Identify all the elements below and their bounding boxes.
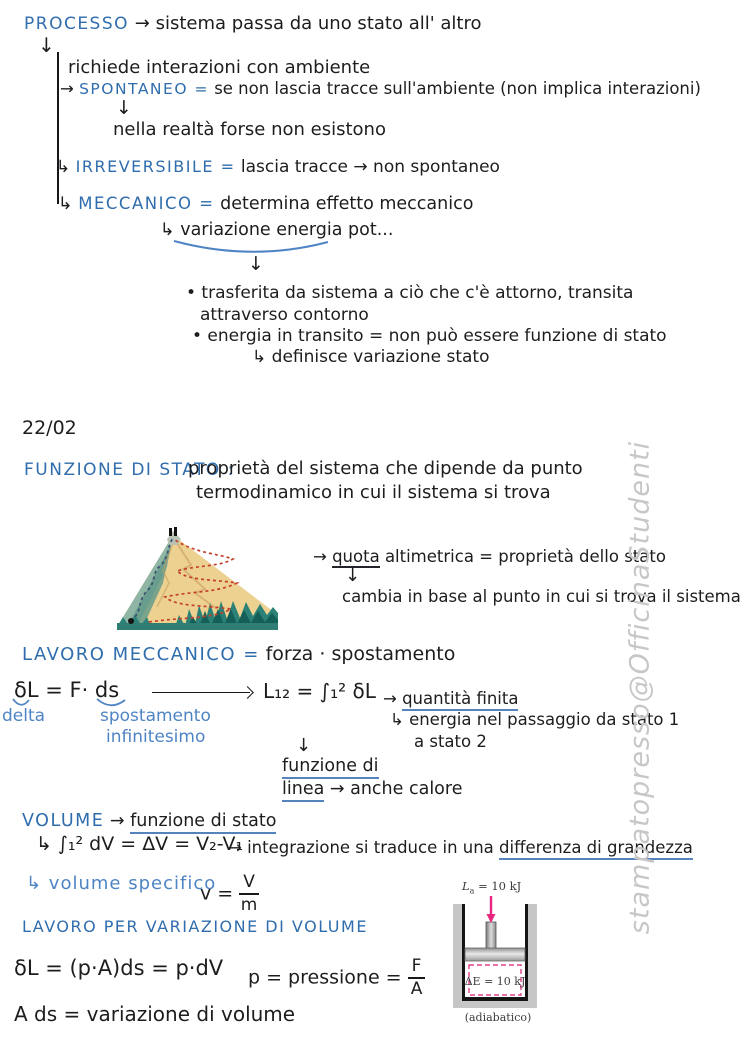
meccanico-title: MECCANICO = bbox=[78, 194, 215, 213]
processo-line bbox=[24, 14, 482, 35]
quantita-text: quantità finita bbox=[402, 689, 518, 711]
p-fraction bbox=[408, 958, 426, 998]
irreversibile-title: IRREVERSIBILE = bbox=[75, 157, 236, 176]
infinitesimo-label: infinitesimo bbox=[106, 727, 206, 747]
bullet-line: attraverso contorno bbox=[200, 305, 369, 325]
funzione-di-line bbox=[282, 756, 379, 776]
right-arrow-icon: → bbox=[383, 689, 397, 708]
nella-line: nella realtà forse non esistono bbox=[113, 119, 386, 140]
processo-title: PROCESSO bbox=[24, 14, 130, 34]
long-arrow-icon bbox=[152, 692, 250, 693]
cambia-line: cambia in base al punto in cui si trova il sistema bbox=[342, 587, 741, 606]
bracket-line bbox=[57, 52, 59, 204]
dl-pa-formula: δL = (p·A)ds = p·dV bbox=[14, 956, 224, 980]
irreversibile-line bbox=[56, 158, 500, 178]
spontaneo-title: SPONTANEO = bbox=[79, 80, 209, 98]
funzione-stato-heading: FUNZIONE DI STATO : bbox=[24, 460, 235, 480]
lavoro-variazione-title: LAVORO PER VARIAZIONE DI VOLUME bbox=[22, 917, 368, 936]
linea-line bbox=[282, 779, 462, 799]
integrazione-pre: → integrazione si traduce in una bbox=[228, 838, 500, 857]
right-arrow-icon: → bbox=[313, 547, 327, 566]
work-subscript: a bbox=[469, 886, 475, 896]
energia-line1: ↳ energia nel passaggio da stato 1 bbox=[390, 710, 680, 729]
piston-cylinder-diagram bbox=[442, 896, 592, 1018]
spontaneo-line bbox=[60, 80, 701, 99]
piston-work-label bbox=[462, 880, 521, 895]
energia-line2: a stato 2 bbox=[414, 732, 487, 751]
spontaneo-text: se non lascia tracce sull'ambiente (non implica interazioni) bbox=[214, 79, 701, 98]
pressione-formula bbox=[248, 958, 425, 998]
v-fraction bbox=[239, 874, 259, 914]
differenza-text: differenza di grandezza bbox=[499, 838, 693, 860]
v-numerator: V bbox=[239, 874, 259, 895]
funzione-stato-def2: termodinamico in cui il sistema si trova bbox=[196, 482, 551, 503]
right-arrow-icon: → bbox=[109, 811, 125, 831]
p-equals: p = pressione = bbox=[248, 966, 402, 989]
down-arrow-icon: ↓ bbox=[296, 735, 312, 756]
volume-specifico-title: ↳ volume specifico bbox=[26, 873, 217, 894]
p-numerator: F bbox=[408, 958, 426, 979]
volume-funzione-text: funzione di stato bbox=[130, 811, 276, 834]
delta-label: delta bbox=[2, 706, 46, 726]
v-denominator: m bbox=[240, 895, 258, 915]
hook-icon: ↳ bbox=[56, 157, 71, 177]
watermark: stampatopresso@OfficinaStudenti bbox=[624, 440, 656, 935]
meccanico-text: determina effetto meccanico bbox=[220, 194, 474, 214]
volume-integral: ↳ ∫₁² dV = ΔV = V₂-V₁ bbox=[36, 833, 244, 855]
work-symbol: L bbox=[462, 879, 470, 893]
variazione-line: ↳ variazione energia pot... bbox=[160, 220, 394, 240]
ads-line: A ds = variazione di volume bbox=[14, 1002, 296, 1026]
meccanico-line bbox=[58, 194, 473, 214]
mountain-illustration bbox=[113, 523, 278, 630]
hook-icon: → bbox=[60, 79, 74, 98]
irreversibile-text: lascia tracce → non spontaneo bbox=[240, 157, 500, 177]
down-arrow-icon: ↓ bbox=[116, 97, 132, 119]
figure-caption: (adiabatico) bbox=[464, 1011, 532, 1024]
down-arrow-icon: ↓ bbox=[345, 565, 361, 586]
bullet-line: ↳ definisce variazione stato bbox=[252, 347, 490, 367]
richiede-line: richiede interazioni con ambiente bbox=[68, 57, 371, 78]
bullet-line: • trasferita da sistema a ciò che c'è attorno, transita bbox=[186, 283, 634, 303]
l12-formula: L₁₂ = ∫₁² δL bbox=[263, 679, 376, 703]
bullet-line: • energia in transito = non può essere funzione di stato bbox=[192, 326, 667, 346]
volume-heading: VOLUME bbox=[22, 811, 105, 831]
v-equals: v = bbox=[200, 882, 234, 905]
lavoro-heading: LAVORO MECCANICO = bbox=[22, 644, 260, 665]
quota-rest: altimetrica = proprietà dello stato bbox=[384, 547, 666, 566]
volume-line bbox=[22, 811, 276, 831]
integrazione-line bbox=[228, 839, 693, 858]
lavoro-title bbox=[22, 644, 455, 666]
anche-calore-text: → anche calore bbox=[329, 779, 463, 799]
funzione-di-text: funzione di bbox=[282, 756, 379, 779]
down-arrow-icon: ↓ bbox=[248, 253, 264, 275]
quota-word: quota bbox=[332, 547, 380, 566]
dl-formula: δL = F· ds bbox=[14, 678, 120, 702]
p-denominator: A bbox=[410, 979, 423, 999]
spostamento-label: spostamento bbox=[100, 706, 211, 726]
hook-icon: ↳ bbox=[58, 194, 73, 214]
down-arrow-icon: ↓ bbox=[38, 33, 55, 57]
quota-line bbox=[313, 548, 666, 567]
linea-text: linea bbox=[282, 779, 324, 802]
processo-def: → sistema passa da uno stato all' altro bbox=[134, 13, 482, 34]
funzione-stato-def1: proprietà del sistema che dipende da punto bbox=[188, 458, 583, 479]
delta-e-label: ΔE = 10 kJ bbox=[464, 975, 526, 988]
work-value: = 10 kJ bbox=[474, 879, 522, 893]
quantita-line bbox=[383, 690, 518, 709]
volume-specifico-formula bbox=[200, 874, 259, 914]
lavoro-def: forza · spostamento bbox=[265, 643, 456, 665]
date-label: 22/02 bbox=[22, 417, 77, 439]
